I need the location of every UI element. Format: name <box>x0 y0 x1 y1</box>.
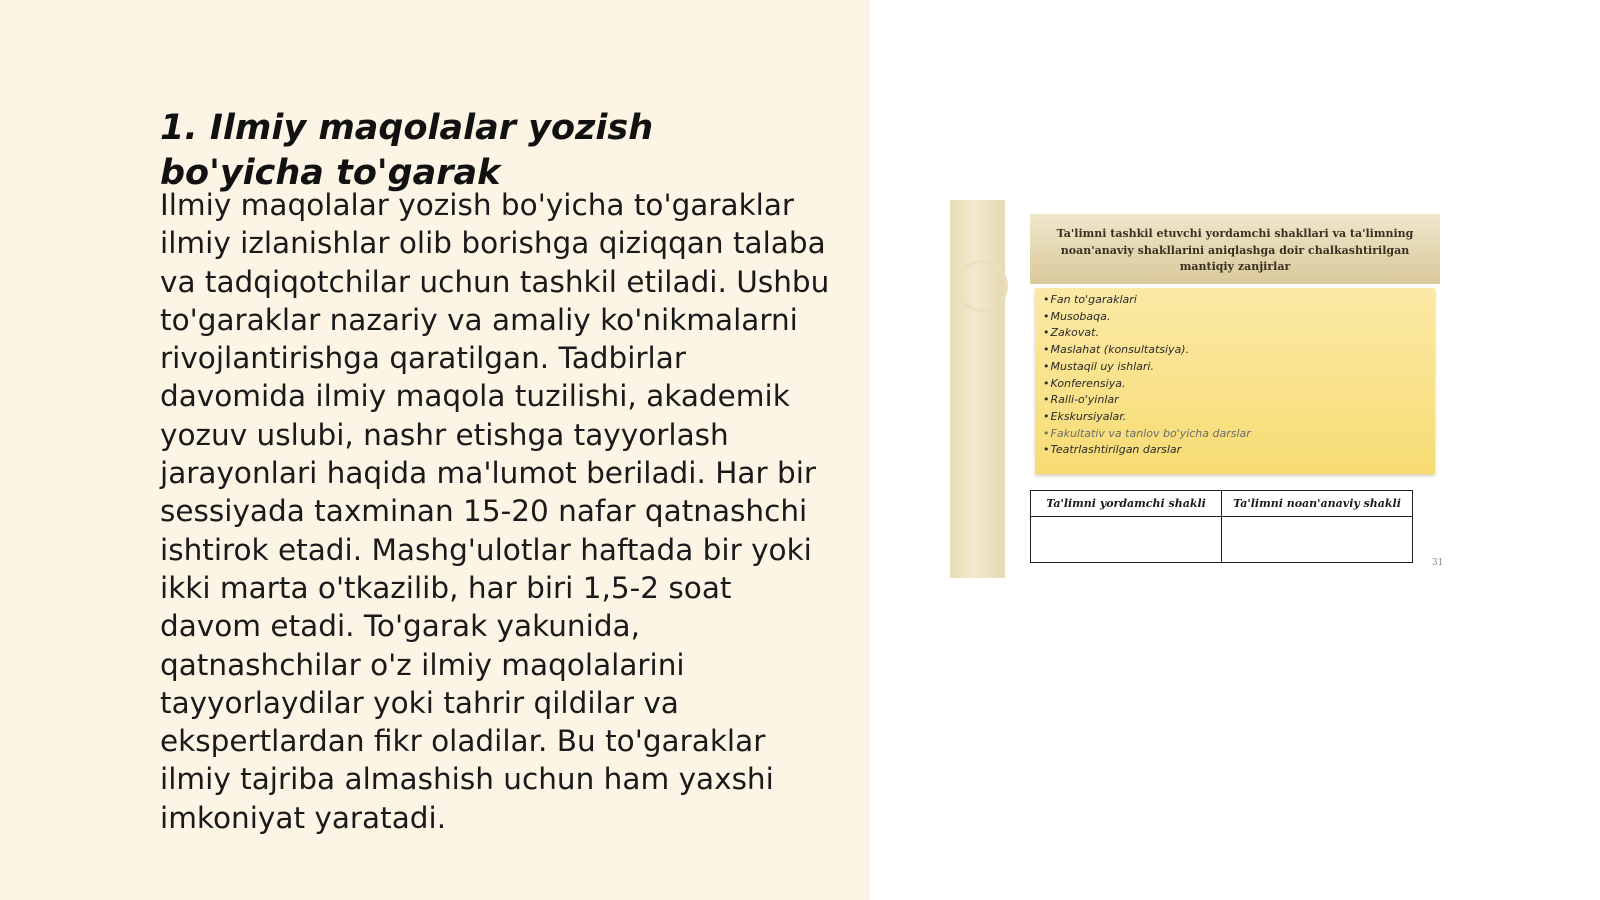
list-item: • Ralli-o'yinlar <box>1043 392 1427 409</box>
list-item: • Musobaqa. <box>1043 309 1427 326</box>
list-item: • Fan to'garaklari <box>1043 292 1427 309</box>
list-item: • Ekskursiyalar. <box>1043 409 1427 426</box>
classification-table <box>1030 490 1413 563</box>
list-item: • Zakovat. <box>1043 325 1427 342</box>
list-item: • Teatrlashtirilgan darslar <box>1043 442 1427 459</box>
list-item: • Mustaqil uy ishlari. <box>1043 359 1427 376</box>
table-header-row <box>1031 491 1413 517</box>
list-item: • Konferensiya. <box>1043 376 1427 393</box>
forms-list <box>1035 288 1435 474</box>
table-header-cell: Ta'limni yordamchi shakli <box>1031 491 1222 517</box>
body-paragraph: Ilmiy maqolalar yozish bo'yicha to'garaklar ilmiy izlanishlar olib borishga qiziqqan talaba va tadqiqotchilar uchun tashkil etiladi. Ushbu to'garaklar nazariy va amaliy ko'nikmalarni rivojlantirishga qaratilgan. Tadbirlar davomida ilmiy maqola tuzilishi, akademik yozuv uslubi, nashr etishga tayyorlash jarayonlari haqida ma'lumot beriladi. Har bir sessiyada taxminan 15-20 nafar qatnashchi ishtirok etadi. Mashg'ulotlar haftada bir yoki ikki marta o'tkazilib, har biri 1,5-2 soat davom etadi. To'garak yakunida, qatnashchilar o'z ilmiy maqolalarini tayyorlaydilar yoki tahrir qildilar va ekspertlardan fikr oladilar. Bu to'garaklar ilmiy tajriba almashish uchun ham yaxshi imkoniyat yaratadi. <box>160 188 830 835</box>
list-item: • Maslahat (konsultatsiya). <box>1043 342 1427 359</box>
table-header-cell: Ta'limni noan'anaviy shakli <box>1222 491 1413 517</box>
page-number: 31 <box>1432 558 1444 568</box>
decorative-strip <box>950 200 1005 578</box>
table-cell <box>1031 517 1222 563</box>
slide-title: Ta'limni tashkil etuvchi yordamchi shakllari va ta'limning noan'anaviy shakllarini aniqlashga doir chalkashtirilgan mantiqiy zanjirlar <box>1030 214 1440 284</box>
page-title: 1. Ilmiy maqolalar yozish bo'yicha to'garak <box>160 108 654 193</box>
list-item: • Fakultativ va tanlov bo'yicha darslar <box>1043 426 1427 443</box>
table-cell <box>1222 517 1413 563</box>
table-row <box>1031 517 1413 563</box>
slide-image <box>950 200 1450 578</box>
